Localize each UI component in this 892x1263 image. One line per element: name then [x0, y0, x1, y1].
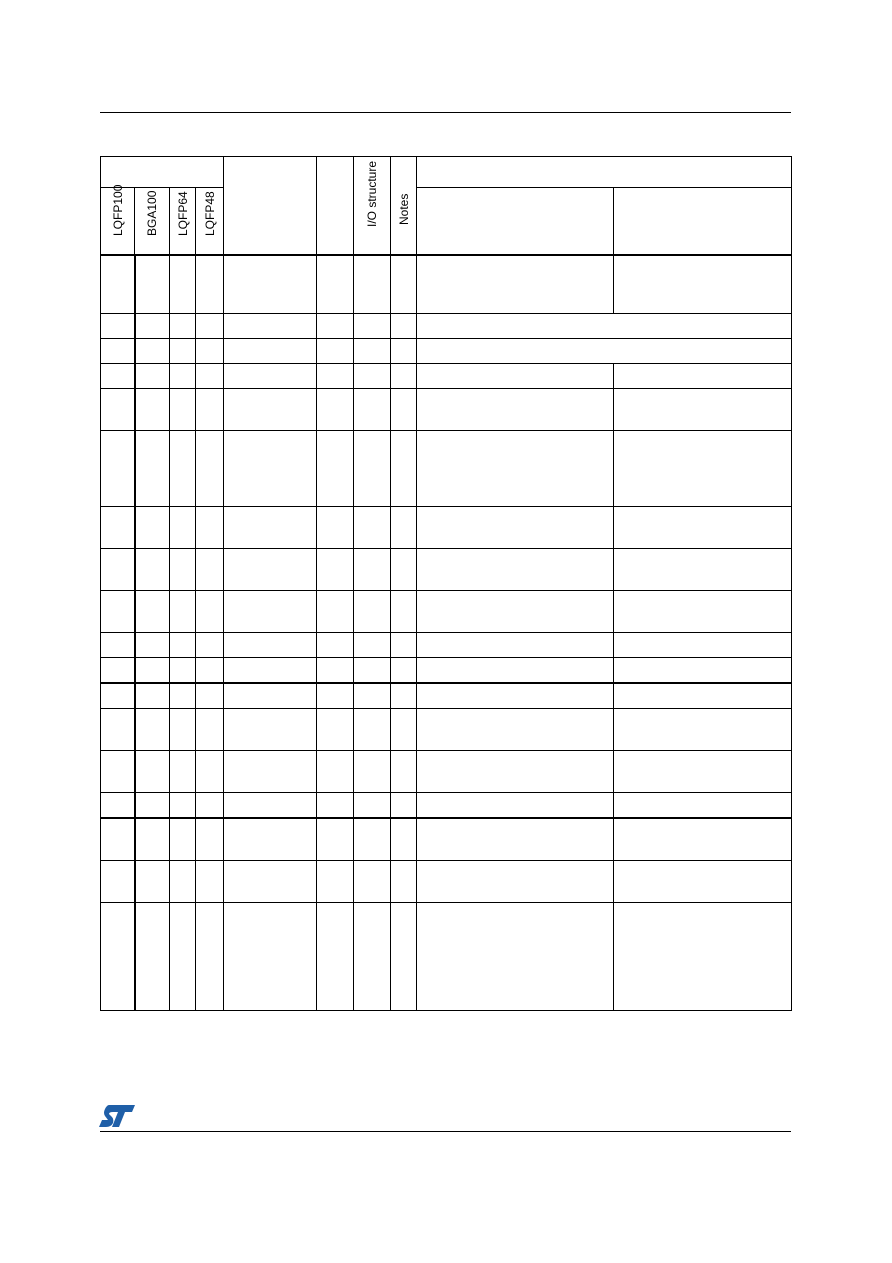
- lqfp48-cell: [196, 793, 224, 819]
- main-function-cell: [417, 633, 614, 658]
- bga100-cell: [135, 903, 170, 1011]
- lqfp64-cell: [170, 658, 196, 684]
- notes-cell: [391, 339, 417, 364]
- lqfp64-cell: [170, 751, 196, 793]
- type-cell: [317, 314, 354, 339]
- main-function-cell: [417, 591, 614, 633]
- bga100-cell: [135, 818, 170, 861]
- type-cell: [317, 818, 354, 861]
- bga100-cell: [135, 591, 170, 633]
- alternate-function-cell: [614, 903, 792, 1011]
- pin-name-cell: [224, 549, 317, 591]
- lqfp64-cell: [170, 255, 196, 314]
- st-logo-icon: [99, 1104, 135, 1128]
- table-row: [101, 389, 792, 431]
- io-structure-cell: [354, 339, 391, 364]
- lqfp100-cell: [101, 591, 135, 633]
- io-structure-cell: [354, 751, 391, 793]
- lqfp64-label: LQFP64: [175, 191, 190, 236]
- table-row: [101, 709, 792, 751]
- alternate-function-cell: [614, 549, 792, 591]
- lqfp100-cell: [101, 633, 135, 658]
- bga100-cell: [135, 549, 170, 591]
- alternate-function-cell: [614, 364, 792, 389]
- table-row: [101, 364, 792, 389]
- notes-cell: [391, 903, 417, 1011]
- table-row: [101, 818, 792, 861]
- type-cell: [317, 658, 354, 684]
- table-row: [101, 793, 792, 819]
- pins-group-header: [101, 157, 224, 188]
- type-cell: [317, 255, 354, 314]
- bga100-cell: [135, 314, 170, 339]
- alternate-function-cell: [614, 683, 792, 709]
- footer-rule: [100, 1131, 791, 1132]
- main-function-cell: [417, 507, 614, 549]
- main-function-cell: [417, 255, 614, 314]
- lqfp48-header: [196, 188, 224, 256]
- pin-name-cell: [224, 861, 317, 903]
- main-function-cell: [417, 389, 614, 431]
- io-structure-cell: [354, 431, 391, 507]
- lqfp64-cell: [170, 591, 196, 633]
- type-cell: [317, 507, 354, 549]
- io-structure-cell: [354, 683, 391, 709]
- pin-name-cell: [224, 658, 317, 684]
- type-cell: [317, 389, 354, 431]
- lqfp48-cell: [196, 683, 224, 709]
- pin-name-cell: [224, 389, 317, 431]
- lqfp100-cell: [101, 658, 135, 684]
- lqfp100-cell: [101, 364, 135, 389]
- type-cell: [317, 709, 354, 751]
- table-row: [101, 314, 792, 339]
- io-structure-cell: [354, 364, 391, 389]
- alternate-function-cell: [614, 507, 792, 549]
- table-row: [101, 751, 792, 793]
- function-merged-cell: [417, 314, 792, 339]
- main-function-cell: [417, 818, 614, 861]
- lqfp48-cell: [196, 818, 224, 861]
- lqfp48-cell: [196, 658, 224, 684]
- io-structure-cell: [354, 861, 391, 903]
- alternate-function-cell: [614, 751, 792, 793]
- bga100-cell: [135, 364, 170, 389]
- bga100-cell: [135, 255, 170, 314]
- lqfp64-cell: [170, 903, 196, 1011]
- lqfp64-cell: [170, 339, 196, 364]
- pin-name-cell: [224, 255, 317, 314]
- main-function-cell: [417, 861, 614, 903]
- main-function-cell: [417, 751, 614, 793]
- lqfp100-cell: [101, 431, 135, 507]
- header-group-row: [101, 157, 792, 188]
- lqfp48-label: LQFP48: [202, 191, 217, 236]
- lqfp48-cell: [196, 549, 224, 591]
- type-cell: [317, 431, 354, 507]
- pin-name-cell: [224, 633, 317, 658]
- type-cell: [317, 591, 354, 633]
- lqfp64-cell: [170, 364, 196, 389]
- notes-cell: [391, 507, 417, 549]
- io-structure-cell: [354, 591, 391, 633]
- notes-cell: [391, 255, 417, 314]
- pin-name-cell: [224, 751, 317, 793]
- notes-cell: [391, 389, 417, 431]
- pin-name-header: [224, 157, 317, 256]
- pin-name-cell: [224, 683, 317, 709]
- type-cell: [317, 364, 354, 389]
- bga100-cell: [135, 431, 170, 507]
- type-cell: [317, 793, 354, 819]
- notes-cell: [391, 431, 417, 507]
- alternate-function-cell: [614, 793, 792, 819]
- lqfp64-cell: [170, 861, 196, 903]
- notes-cell: [391, 591, 417, 633]
- lqfp100-cell: [101, 339, 135, 364]
- lqfp64-cell: [170, 389, 196, 431]
- alternate-function-cell: [614, 255, 792, 314]
- main-function-cell: [417, 431, 614, 507]
- io-structure-label: I/O structure: [365, 160, 379, 227]
- header-rule: [100, 112, 791, 113]
- notes-cell: [391, 683, 417, 709]
- type-cell: [317, 861, 354, 903]
- bga100-cell: [135, 861, 170, 903]
- lqfp48-cell: [196, 633, 224, 658]
- lqfp48-cell: [196, 255, 224, 314]
- table-row: [101, 549, 792, 591]
- alternate-function-cell: [614, 591, 792, 633]
- pin-name-cell: [224, 793, 317, 819]
- bga100-cell: [135, 389, 170, 431]
- lqfp64-cell: [170, 709, 196, 751]
- main-function-cell: [417, 549, 614, 591]
- bga100-cell: [135, 683, 170, 709]
- lqfp100-cell: [101, 818, 135, 861]
- io-structure-cell: [354, 903, 391, 1011]
- alternate-function-cell: [614, 861, 792, 903]
- lqfp64-header: [170, 188, 196, 256]
- alternate-function-cell: [614, 709, 792, 751]
- lqfp48-cell: [196, 431, 224, 507]
- type-cell: [317, 683, 354, 709]
- io-structure-header: [354, 157, 391, 256]
- functions-group-header: [417, 157, 792, 188]
- lqfp64-cell: [170, 793, 196, 819]
- type-cell: [317, 751, 354, 793]
- io-structure-cell: [354, 658, 391, 684]
- pin-name-cell: [224, 431, 317, 507]
- table-row: [101, 339, 792, 364]
- main-function-header: [417, 188, 614, 256]
- lqfp48-cell: [196, 861, 224, 903]
- bga100-cell: [135, 339, 170, 364]
- main-function-cell: [417, 658, 614, 684]
- bga100-header: [135, 188, 170, 256]
- io-structure-cell: [354, 314, 391, 339]
- lqfp48-cell: [196, 709, 224, 751]
- table-row: [101, 683, 792, 709]
- main-function-cell: [417, 709, 614, 751]
- lqfp100-cell: [101, 861, 135, 903]
- pin-description-table: [100, 156, 792, 1011]
- lqfp100-cell: [101, 549, 135, 591]
- pin-name-cell: [224, 709, 317, 751]
- lqfp64-cell: [170, 549, 196, 591]
- lqfp64-cell: [170, 507, 196, 549]
- alternate-function-header: [614, 188, 792, 256]
- pin-name-cell: [224, 591, 317, 633]
- main-function-cell: [417, 683, 614, 709]
- lqfp64-cell: [170, 431, 196, 507]
- lqfp100-cell: [101, 314, 135, 339]
- lqfp48-cell: [196, 314, 224, 339]
- alternate-function-cell: [614, 431, 792, 507]
- notes-cell: [391, 658, 417, 684]
- lqfp48-cell: [196, 389, 224, 431]
- table-row: [101, 861, 792, 903]
- lqfp100-cell: [101, 709, 135, 751]
- notes-label: Notes: [396, 193, 411, 225]
- type-cell: [317, 903, 354, 1011]
- lqfp100-cell: [101, 903, 135, 1011]
- notes-cell: [391, 818, 417, 861]
- type-cell: [317, 633, 354, 658]
- lqfp100-cell: [101, 793, 135, 819]
- table-row: [101, 903, 792, 1011]
- pin-name-cell: [224, 507, 317, 549]
- lqfp64-cell: [170, 633, 196, 658]
- bga100-cell: [135, 709, 170, 751]
- alternate-function-cell: [614, 818, 792, 861]
- table-row: [101, 431, 792, 507]
- pin-name-cell: [224, 818, 317, 861]
- bga100-cell: [135, 507, 170, 549]
- lqfp100-cell: [101, 683, 135, 709]
- main-function-cell: [417, 364, 614, 389]
- bga100-cell: [135, 633, 170, 658]
- table-row: [101, 255, 792, 314]
- io-structure-cell: [354, 818, 391, 861]
- lqfp100-cell: [101, 255, 135, 314]
- lqfp100-cell: [101, 389, 135, 431]
- pin-name-cell: [224, 364, 317, 389]
- pin-name-cell: [224, 314, 317, 339]
- lqfp48-cell: [196, 903, 224, 1011]
- bga100-cell: [135, 793, 170, 819]
- io-structure-cell: [354, 255, 391, 314]
- io-structure-cell: [354, 389, 391, 431]
- lqfp100-cell: [101, 507, 135, 549]
- type-header: [317, 157, 354, 256]
- pin-name-cell: [224, 903, 317, 1011]
- pin-name-cell: [224, 339, 317, 364]
- alternate-function-cell: [614, 633, 792, 658]
- notes-cell: [391, 364, 417, 389]
- lqfp64-cell: [170, 683, 196, 709]
- notes-cell: [391, 549, 417, 591]
- lqfp48-cell: [196, 751, 224, 793]
- table-row: [101, 658, 792, 684]
- io-structure-cell: [354, 709, 391, 751]
- lqfp48-cell: [196, 591, 224, 633]
- io-structure-cell: [354, 633, 391, 658]
- notes-cell: [391, 709, 417, 751]
- notes-cell: [391, 861, 417, 903]
- alternate-function-cell: [614, 658, 792, 684]
- table-row: [101, 507, 792, 549]
- notes-cell: [391, 314, 417, 339]
- lqfp100-cell: [101, 751, 135, 793]
- header-row: [101, 188, 792, 256]
- lqfp100-label: LQFP100: [110, 184, 125, 236]
- main-function-cell: [417, 903, 614, 1011]
- bga100-cell: [135, 658, 170, 684]
- lqfp100-header: [101, 184, 135, 256]
- table-row: [101, 633, 792, 658]
- bga100-cell: [135, 751, 170, 793]
- lqfp64-cell: [170, 314, 196, 339]
- io-structure-cell: [354, 549, 391, 591]
- lqfp48-cell: [196, 339, 224, 364]
- alternate-function-cell: [614, 389, 792, 431]
- lqfp48-cell: [196, 364, 224, 389]
- bga100-label: BGA100: [145, 190, 159, 236]
- main-function-cell: [417, 793, 614, 819]
- notes-cell: [391, 633, 417, 658]
- lqfp64-cell: [170, 818, 196, 861]
- notes-header: [391, 157, 417, 256]
- type-cell: [317, 549, 354, 591]
- io-structure-cell: [354, 507, 391, 549]
- notes-cell: [391, 751, 417, 793]
- io-structure-cell: [354, 793, 391, 819]
- notes-cell: [391, 793, 417, 819]
- type-cell: [317, 339, 354, 364]
- table-row: [101, 591, 792, 633]
- lqfp48-cell: [196, 507, 224, 549]
- function-merged-cell: [417, 339, 792, 364]
